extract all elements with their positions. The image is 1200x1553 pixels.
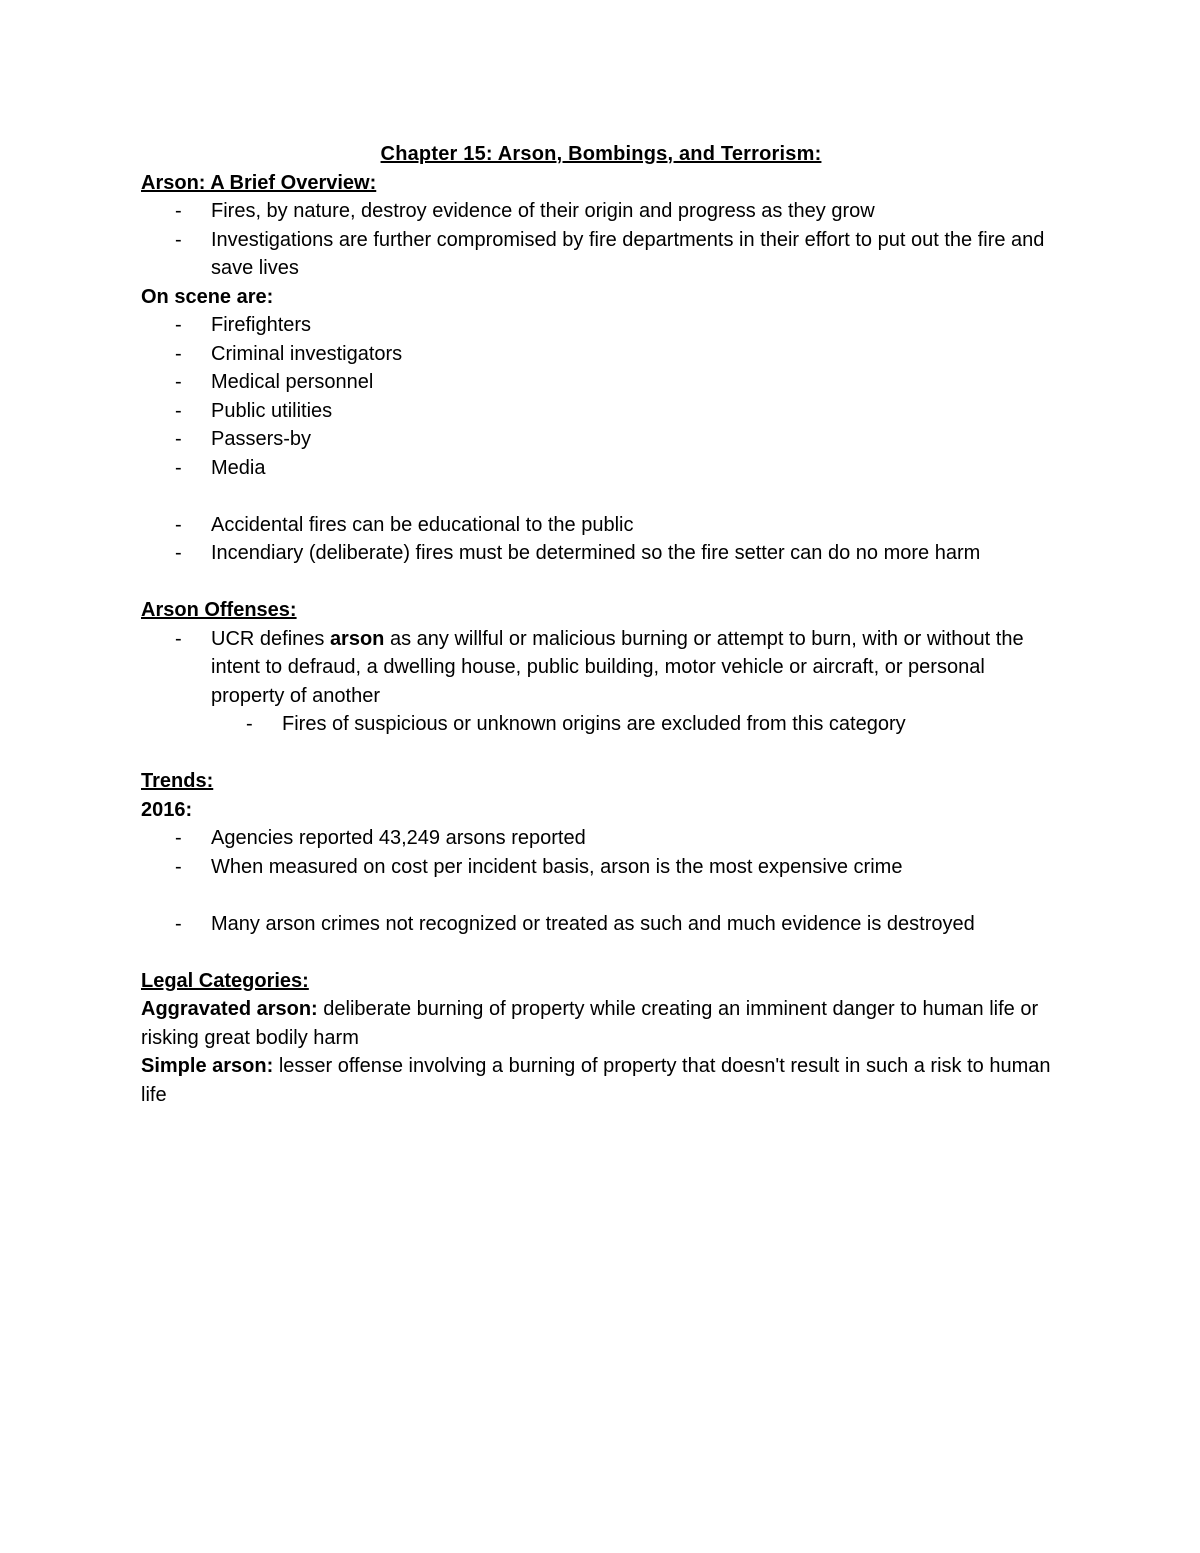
spacer xyxy=(141,881,1061,910)
list-item: - Passers-by xyxy=(211,425,1061,454)
arson-term: arson xyxy=(329,627,385,650)
simple-arson-definition: Simple arson: lesser offense involving a burning of property that doesn't result in such a risk to human life xyxy=(141,1055,1051,1106)
list-item: - Media xyxy=(211,454,1061,483)
offenses-list xyxy=(141,625,1061,739)
overview-list xyxy=(141,197,1061,283)
list-item: - Firefighters xyxy=(211,311,1061,340)
dash-bullet: - xyxy=(175,314,182,336)
list-item: - Fires, by nature, destroy evidence of their origin and progress as they grow xyxy=(211,197,1061,226)
offenses-sublist xyxy=(211,710,1061,739)
list-item: - Accidental fires can be educational to the public xyxy=(211,511,1061,540)
list-item: - Medical personnel xyxy=(211,368,1061,397)
on-scene-list xyxy=(141,311,1061,482)
spacer xyxy=(141,568,1061,597)
fire-type-list xyxy=(141,511,1061,568)
offenses-heading: Arson Offenses: xyxy=(141,599,297,621)
dash-bullet: - xyxy=(175,399,182,422)
list-item: - Incendiary (deliberate) fires must be determined so the fire setter can do no more harm xyxy=(211,539,1061,568)
dash-bullet: - xyxy=(175,228,182,251)
dash-bullet: - xyxy=(175,513,182,536)
aggravated-arson-definition: Aggravated arson: deliberate burning of property while creating an imminent danger to human life or risking great bodily harm xyxy=(141,998,1039,1049)
list-item: - Criminal investigators xyxy=(211,340,1061,369)
dash-bullet: - xyxy=(175,855,182,878)
document-page xyxy=(141,140,1061,1109)
spacer xyxy=(141,739,1061,768)
trends-heading: Trends: xyxy=(141,770,214,792)
aggravated-arson-term: Aggravated arson: xyxy=(141,998,318,1020)
dash-bullet: - xyxy=(246,713,253,735)
legal-heading: Legal Categories: xyxy=(141,969,309,992)
list-item: - When measured on cost per incident basis, arson is the most expensive crime xyxy=(211,853,1061,882)
dash-bullet: - xyxy=(175,627,182,650)
dash-bullet: - xyxy=(175,428,182,450)
list-item: - Agencies reported 43,249 arsons reported xyxy=(211,824,1061,853)
dash-bullet: - xyxy=(175,371,182,393)
spacer xyxy=(141,938,1061,967)
page-title: Chapter 15: Arson, Bombings, and Terrorism: xyxy=(380,143,822,165)
list-item: - UCR defines arson as any willful or malicious burning or attempt to burn, with or without the intent to defraud, a dwelling house, public building, motor vehicle or aircraft, or personal property of another - Fires of suspicious or unknown origins are excluded from this category xyxy=(211,625,1061,739)
simple-arson-term: Simple arson: xyxy=(141,1055,274,1077)
dash-bullet: - xyxy=(175,542,182,564)
dash-bullet: - xyxy=(175,456,182,479)
trends-list-2 xyxy=(141,910,1061,939)
list-item: - Investigations are further compromised by fire departments in their effort to put out the fire and save lives xyxy=(211,226,1061,283)
dash-bullet: - xyxy=(175,912,182,935)
dash-bullet: - xyxy=(175,342,182,365)
dash-bullet: - xyxy=(175,200,182,222)
trends-list xyxy=(141,824,1061,881)
dash-bullet: - xyxy=(175,827,182,849)
spacer xyxy=(141,482,1061,511)
list-item: - Public utilities xyxy=(211,397,1061,426)
overview-heading: Arson: A Brief Overview: xyxy=(141,171,377,194)
trends-year: 2016: xyxy=(141,798,193,821)
list-item: - Many arson crimes not recognized or treated as such and much evidence is destroyed xyxy=(211,910,1061,939)
list-item: - Fires of suspicious or unknown origins are excluded from this category xyxy=(282,710,1061,739)
on-scene-heading: On scene are: xyxy=(141,285,274,308)
